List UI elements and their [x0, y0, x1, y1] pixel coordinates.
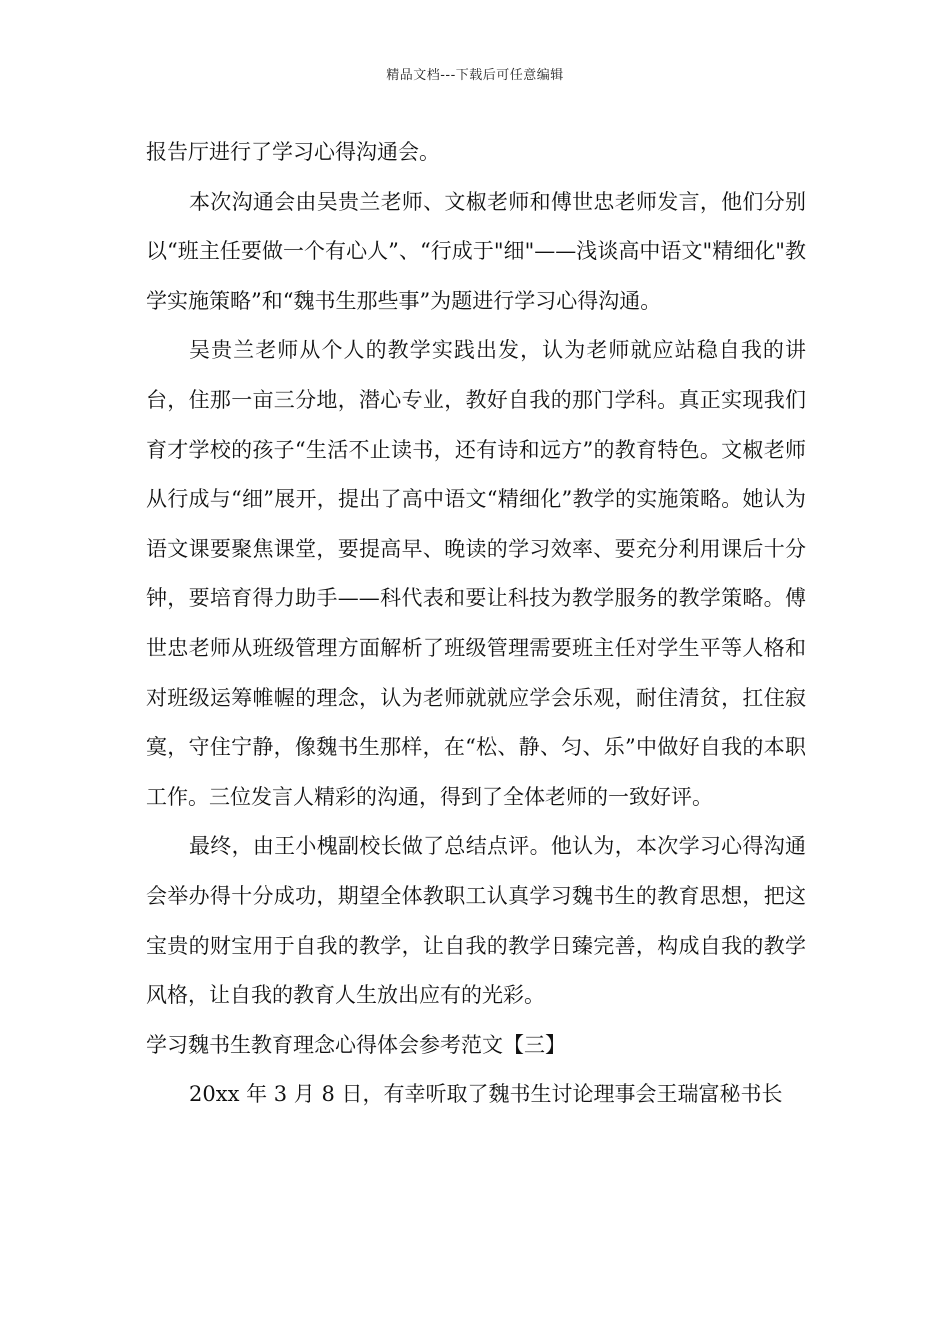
document-body [146, 128, 806, 1120]
paragraph-closing-remarks: 最终，由王小槐副校长做了总结点评。他认为，本次学习心得沟通会举办得十分成功，期望全体教职工认真学习魏书生的教育思想，把这宝贵的财宝用于自我的教学，让自我的教学日臻完善，构成自我的教学风格，让自我的教育人生放出应有的光彩。 [146, 834, 806, 1008]
page-header: 精品文档---下载后可任意编辑 [386, 68, 564, 83]
paragraph-continuation: 报告厅进行了学习心得沟通会。 [146, 140, 440, 164]
paragraph-meeting-speakers: 本次沟通会由吴贵兰老师、文椒老师和傅世忠老师发言，他们分别以“班主任要做一个有心人”、“行成于"细"——浅谈高中语文"精细化"教学实施策略”和“魏书生那些事”为题进行学习心得沟通。 [146, 189, 806, 313]
paragraph-speaker-details: 吴贵兰老师从个人的教学实践出发，认为老师就应站稳自我的讲台，住那一亩三分地，潜心专业，教好自我的那门学科。真正实现我们育才学校的孩子“生活不止读书，还有诗和远方”的教育特色。文椒老师从行成与“细”展开，提出了高中语文“精细化”教学的实施策略。她认为语文课要聚焦课堂，要提高早、晚读的学习效率、要充分利用课后十分钟，要培育得力助手——科代表和要让科技为教学服务的教学策略。傅世忠老师从班级管理方面解析了班级管理需要班主任对学生平等人格和对班级运筹帷幄的理念，认为老师就就应学会乐观，耐住清贫，扛住寂寞，守住宁静，像魏书生那样，在“松、静、匀、乐”中做好自我的本职工作。三位发言人精彩的沟通，得到了全体老师的一致好评。 [146, 338, 806, 809]
paragraph-section-intro: 20xx 年 3 月 8 日，有幸听取了魏书生讨论理事会王瑞富秘书长 [189, 1082, 783, 1107]
section-heading: 学习魏书生教育理念心得体会参考范文【三】 [146, 1032, 566, 1057]
